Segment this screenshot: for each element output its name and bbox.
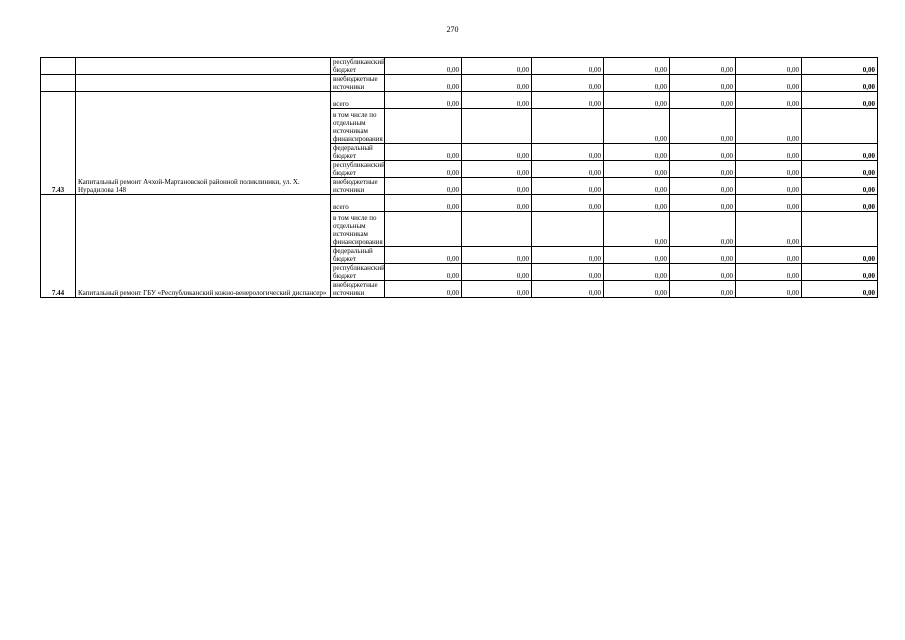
value-cell: 0,00 bbox=[670, 144, 736, 161]
value-cell: 0,00 bbox=[802, 195, 878, 212]
value-cell: 0,00 bbox=[736, 212, 802, 247]
value-cell: 0,00 bbox=[670, 75, 736, 92]
value-cell: 0,00 bbox=[532, 264, 604, 281]
funding-source-cell: всего bbox=[331, 92, 385, 109]
value-cell: 0,00 bbox=[385, 281, 462, 298]
value-cell: 0,00 bbox=[604, 75, 670, 92]
value-cell: 0,00 bbox=[736, 92, 802, 109]
budget-table-body bbox=[41, 58, 878, 298]
funding-source-cell: в том числе по отдельным источникам финансирования bbox=[331, 212, 385, 247]
value-cell: 0,00 bbox=[532, 75, 604, 92]
value-cell: 0,00 bbox=[385, 92, 462, 109]
value-cell: 0,00 bbox=[736, 264, 802, 281]
value-cell: 0,00 bbox=[604, 92, 670, 109]
value-cell bbox=[462, 109, 532, 144]
table-row bbox=[41, 195, 878, 212]
value-cell bbox=[385, 212, 462, 247]
value-cell: 0,00 bbox=[802, 75, 878, 92]
value-cell bbox=[532, 109, 604, 144]
value-cell: 0,00 bbox=[670, 195, 736, 212]
value-cell: 0,00 bbox=[532, 247, 604, 264]
value-cell: 0,00 bbox=[670, 247, 736, 264]
value-cell: 0,00 bbox=[462, 264, 532, 281]
value-cell: 0,00 bbox=[532, 144, 604, 161]
value-cell: 0,00 bbox=[532, 58, 604, 75]
value-cell: 0,00 bbox=[532, 92, 604, 109]
value-cell: 0,00 bbox=[604, 247, 670, 264]
value-cell bbox=[385, 109, 462, 144]
value-cell: 0,00 bbox=[385, 58, 462, 75]
value-cell: 0,00 bbox=[462, 144, 532, 161]
value-cell: 0,00 bbox=[604, 212, 670, 247]
value-cell: 0,00 bbox=[462, 247, 532, 264]
value-cell: 0,00 bbox=[802, 247, 878, 264]
table-row bbox=[41, 92, 878, 109]
value-cell: 0,00 bbox=[462, 178, 532, 195]
funding-source-cell: внебюджетные источники bbox=[331, 281, 385, 298]
blank-name-cell bbox=[76, 75, 331, 92]
value-cell: 0,00 bbox=[604, 144, 670, 161]
funding-source-cell: внебюджетные источники bbox=[331, 178, 385, 195]
funding-source-cell: внебюджетные источники bbox=[331, 75, 385, 92]
value-cell: 0,00 bbox=[670, 264, 736, 281]
value-cell: 0,00 bbox=[802, 161, 878, 178]
value-cell: 0,00 bbox=[604, 195, 670, 212]
value-cell: 0,00 bbox=[736, 144, 802, 161]
item-name: Капитальный ремонт Ачхой-Мартановской районной поликлиники, ул. Х. Нурадилова 148 bbox=[76, 92, 331, 195]
value-cell bbox=[802, 109, 878, 144]
value-cell: 0,00 bbox=[736, 75, 802, 92]
value-cell: 0,00 bbox=[802, 281, 878, 298]
value-cell: 0,00 bbox=[670, 109, 736, 144]
value-cell: 0,00 bbox=[532, 281, 604, 298]
value-cell: 0,00 bbox=[802, 178, 878, 195]
value-cell: 0,00 bbox=[670, 58, 736, 75]
value-cell: 0,00 bbox=[802, 264, 878, 281]
value-cell: 0,00 bbox=[736, 109, 802, 144]
item-name: Капитальный ремонт ГБУ «Республиканский кожно-венерологический диспансер» bbox=[76, 195, 331, 298]
funding-source-cell: в том числе по отдельным источникам финансирования bbox=[331, 109, 385, 144]
blank-name-cell bbox=[76, 58, 331, 75]
value-cell: 0,00 bbox=[385, 247, 462, 264]
table-row bbox=[41, 75, 878, 92]
value-cell: 0,00 bbox=[385, 75, 462, 92]
blank-code-cell bbox=[41, 75, 76, 92]
funding-source-cell: республиканский бюджет bbox=[331, 161, 385, 178]
item-code: 7.44 bbox=[41, 195, 76, 298]
value-cell: 0,00 bbox=[385, 178, 462, 195]
value-cell: 0,00 bbox=[670, 178, 736, 195]
value-cell: 0,00 bbox=[670, 92, 736, 109]
value-cell: 0,00 bbox=[736, 195, 802, 212]
value-cell: 0,00 bbox=[604, 161, 670, 178]
value-cell: 0,00 bbox=[385, 144, 462, 161]
value-cell: 0,00 bbox=[462, 161, 532, 178]
page-number: 270 bbox=[446, 25, 459, 34]
item-code: 7.43 bbox=[41, 92, 76, 195]
funding-source-cell: федеральный бюджет bbox=[331, 144, 385, 161]
funding-source-cell: федеральный бюджет bbox=[331, 247, 385, 264]
value-cell: 0,00 bbox=[736, 178, 802, 195]
value-cell: 0,00 bbox=[604, 281, 670, 298]
value-cell: 0,00 bbox=[604, 58, 670, 75]
value-cell: 0,00 bbox=[736, 247, 802, 264]
value-cell: 0,00 bbox=[385, 161, 462, 178]
value-cell: 0,00 bbox=[532, 195, 604, 212]
value-cell: 0,00 bbox=[670, 281, 736, 298]
value-cell: 0,00 bbox=[736, 161, 802, 178]
value-cell bbox=[462, 212, 532, 247]
value-cell: 0,00 bbox=[462, 281, 532, 298]
value-cell: 0,00 bbox=[462, 75, 532, 92]
table-row bbox=[41, 58, 878, 75]
value-cell: 0,00 bbox=[532, 161, 604, 178]
value-cell: 0,00 bbox=[532, 178, 604, 195]
value-cell: 0,00 bbox=[802, 58, 878, 75]
value-cell: 0,00 bbox=[385, 195, 462, 212]
funding-source-cell: республиканский бюджет bbox=[331, 264, 385, 281]
value-cell: 0,00 bbox=[385, 264, 462, 281]
value-cell: 0,00 bbox=[462, 58, 532, 75]
value-cell: 0,00 bbox=[802, 92, 878, 109]
value-cell: 0,00 bbox=[604, 178, 670, 195]
value-cell: 0,00 bbox=[462, 92, 532, 109]
value-cell bbox=[532, 212, 604, 247]
value-cell: 0,00 bbox=[670, 161, 736, 178]
funding-source-cell: республиканский бюджет bbox=[331, 58, 385, 75]
blank-code-cell bbox=[41, 58, 76, 75]
funding-source-cell: всего bbox=[331, 195, 385, 212]
value-cell: 0,00 bbox=[604, 264, 670, 281]
value-cell: 0,00 bbox=[736, 281, 802, 298]
value-cell bbox=[802, 212, 878, 247]
value-cell: 0,00 bbox=[736, 58, 802, 75]
value-cell: 0,00 bbox=[670, 212, 736, 247]
value-cell: 0,00 bbox=[802, 144, 878, 161]
value-cell: 0,00 bbox=[604, 109, 670, 144]
budget-table bbox=[40, 57, 878, 298]
value-cell: 0,00 bbox=[462, 195, 532, 212]
